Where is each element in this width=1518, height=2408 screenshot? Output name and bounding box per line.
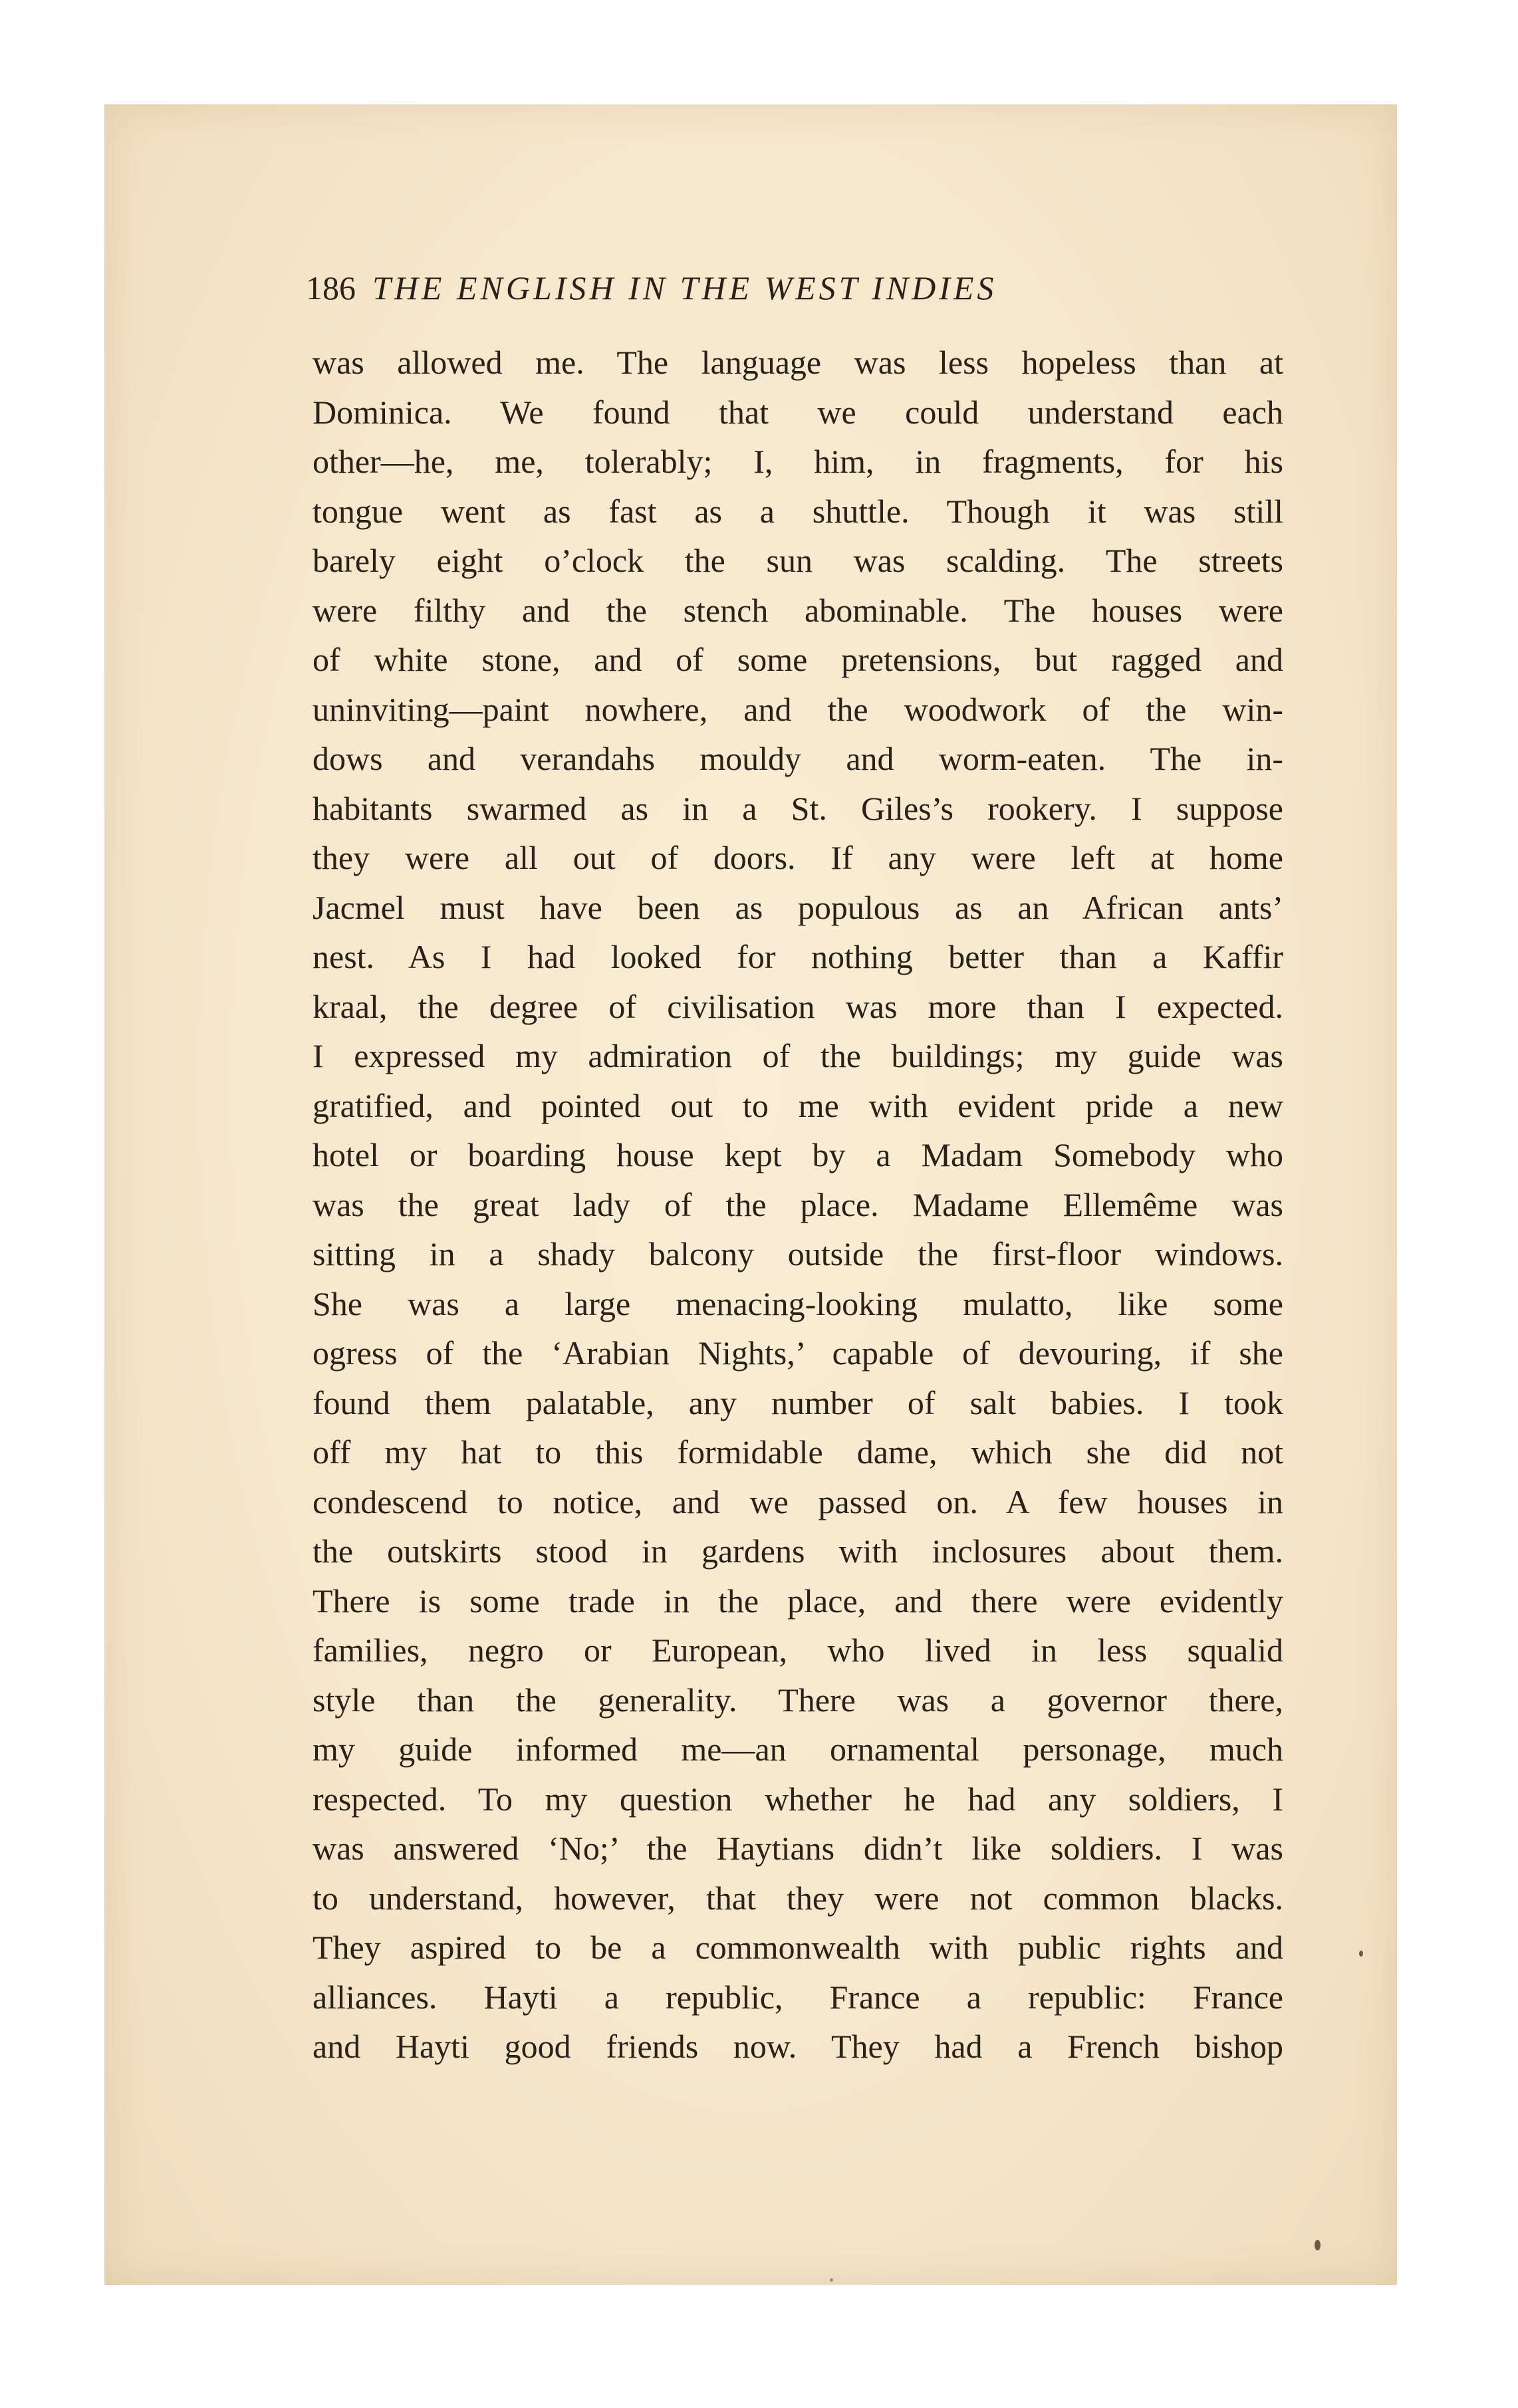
body-text [313, 338, 1283, 2072]
text-line: Dominica. We found that we could understand each [313, 393, 1283, 431]
text-line: nest. As I had looked for nothing better than a Kaffir [313, 938, 1283, 975]
text-line: were filthy and the stench abominable. The houses were [313, 591, 1283, 629]
text-line: off my hat to this formidable dame, which she did not [313, 1433, 1283, 1471]
text-line: I expressed my admiration of the buildings; my guide was [313, 1037, 1283, 1074]
text-line: uninviting—paint nowhere, and the woodwork of the win- [313, 690, 1283, 728]
text-line: ogress of the ‘Arabian Nights,’ capable of devouring, if she [313, 1334, 1283, 1372]
text-line: barely eight o’clock the sun was scalding. The streets [313, 542, 1283, 579]
paper-speck [1359, 1951, 1363, 1957]
text-line: was the great lady of the place. Madame Ellemême was [313, 1185, 1283, 1223]
paper-speck [1315, 2240, 1321, 2250]
text-line: respected. To my question whether he had any soldiers, I [313, 1780, 1283, 1818]
text-line: hotel or boarding house kept by a Madam Somebody who [313, 1136, 1283, 1173]
text-line: found them palatable, any number of salt babies. I took [313, 1384, 1283, 1421]
text-line: they were all out of doors. If any were left at home [313, 839, 1283, 876]
text-line: other—he, me, tolerably; I, him, in fragments, for his [313, 443, 1283, 480]
text-line: the outskirts stood in gardens with inclosures about them. [313, 1532, 1283, 1570]
text-line: habitants swarmed as in a St. Giles’s rookery. I suppose [313, 789, 1283, 827]
text-line: gratified, and pointed out to me with evident pride a new [313, 1086, 1283, 1124]
text-line: condescend to notice, and we passed on. A few houses in [313, 1483, 1283, 1520]
text-line: alliances. Hayti a republic, France a republic: France [313, 1978, 1283, 2016]
text-line: families, negro or European, who lived in less squalid [313, 1631, 1283, 1669]
text-line: dows and verandahs mouldy and worm-eaten. The in- [313, 740, 1283, 777]
text-line: style than the generality. There was a governor there, [313, 1681, 1283, 1719]
text-line: to understand, however, that they were not common blacks. [313, 1879, 1283, 1917]
text-line: They aspired to be a commonwealth with public rights and [313, 1929, 1283, 1966]
text-line: and Hayti good friends now. They had a French bishop [313, 2028, 1283, 2065]
text-line: Jacmel must have been as populous as an African ants’ [313, 888, 1283, 926]
book-title: THE ENGLISH IN THE WEST INDIES [372, 269, 997, 306]
text-line: my guide informed me—an ornamental personage, much [313, 1731, 1283, 1768]
paper-speck [830, 2278, 833, 2282]
text-line: kraal, the degree of civilisation was more than I expected. [313, 987, 1283, 1025]
text-line: She was a large menacing-looking mulatto, like some [313, 1284, 1283, 1322]
page-number: 186 [306, 269, 356, 306]
text-line: sitting in a shady balcony outside the first-floor windows. [313, 1235, 1283, 1272]
text-line: was allowed me. The language was less hopeless than at [313, 344, 1283, 381]
text-line: was answered ‘No;’ the Haytians didn’t like soldiers. I was [313, 1830, 1283, 1867]
text-line: There is some trade in the place, and there were evidently [313, 1582, 1283, 1620]
running-head [306, 265, 1290, 311]
text-line: tongue went as fast as a shuttle. Though it was still [313, 492, 1283, 530]
text-line: of white stone, and of some pretensions, but ragged and [313, 641, 1283, 678]
